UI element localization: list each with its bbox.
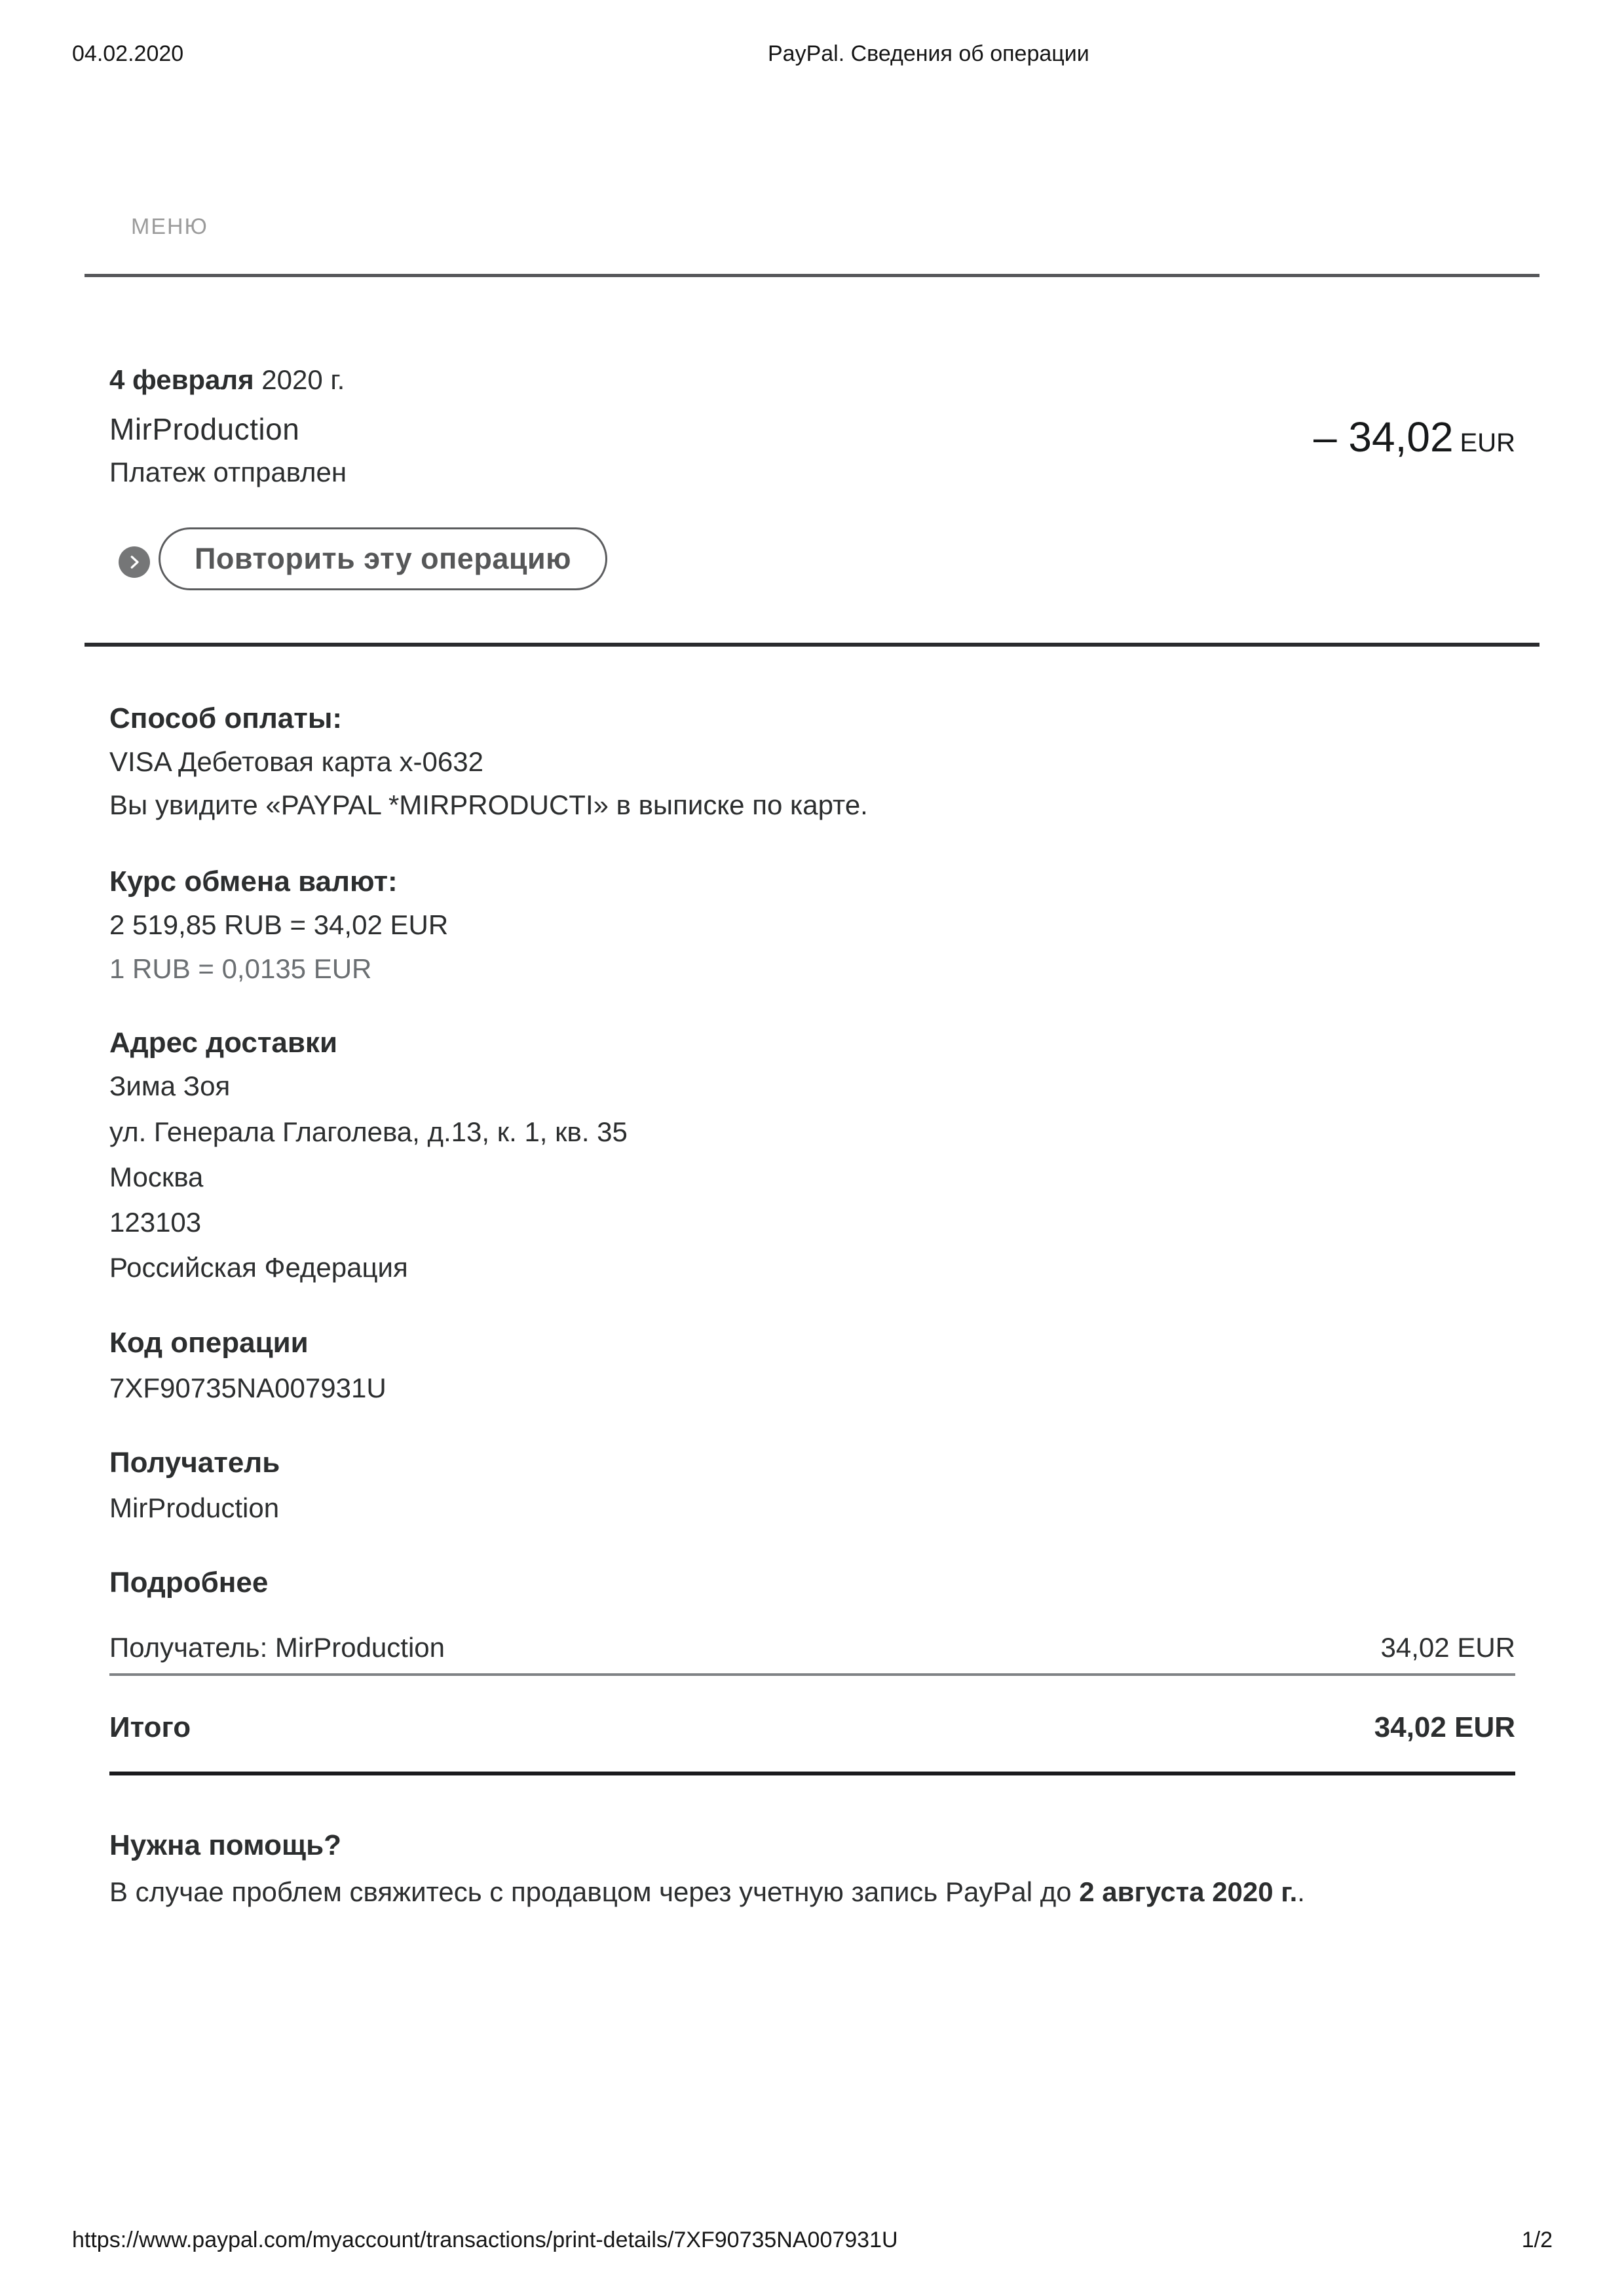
summary-divider [85, 643, 1539, 647]
exchange-rate-unit: 1 RUB = 0,0135 EUR [109, 953, 372, 984]
print-header-date: 04.02.2020 [72, 41, 184, 66]
help-text-after: . [1297, 1876, 1305, 1907]
chevron-right-icon [124, 552, 144, 572]
total-divider [109, 1772, 1515, 1775]
total-amount: 34,02 EUR [1374, 1711, 1515, 1743]
shipping-address-zip: 123103 [109, 1207, 202, 1238]
payment-method-statement-note: Вы увидите «PAYPAL *MIRPRODUCTI» в выписке по карте. [109, 789, 868, 820]
details-row-label: Получатель: MirProduction [109, 1632, 445, 1663]
payment-method-card: VISA Дебетовая карта x-0632 [109, 746, 483, 777]
amount-value: – 34,02 [1313, 413, 1454, 461]
repeat-transaction-button[interactable]: Повторить эту операцию [159, 527, 607, 590]
shipping-address-city: Москва [109, 1162, 204, 1192]
help-deadline: 2 августа 2020 г. [1079, 1876, 1298, 1907]
details-label: Подробнее [109, 1566, 269, 1599]
help-text-before: В случае проблем свяжитесь с продавцом через учетную запись PayPal до [109, 1876, 1080, 1907]
shipping-address-street: ул. Генерала Глаголева, д.13, к. 1, кв. 35 [109, 1116, 628, 1147]
repeat-transaction-icon-button[interactable] [119, 546, 150, 578]
amount-currency: EUR [1460, 428, 1515, 457]
recipient-value: MirProduction [109, 1492, 280, 1523]
details-row-amount: 34,02 EUR [1380, 1632, 1515, 1663]
transaction-date-day: 4 февраля [109, 364, 254, 395]
menu-button[interactable]: МЕНЮ [131, 214, 208, 239]
exchange-rate-total: 2 519,85 RUB = 34,02 EUR [109, 909, 449, 940]
recipient-label: Получатель [109, 1447, 280, 1479]
merchant-name: MirProduction [109, 412, 300, 446]
print-footer-url: https://www.paypal.com/myaccount/transactions/print-details/7XF90735NA007931U [72, 2228, 898, 2252]
transaction-date-year: 2020 г. [254, 364, 345, 395]
payment-method-label: Способ оплаты: [109, 702, 343, 734]
top-divider [85, 274, 1539, 277]
transaction-code-value: 7XF90735NA007931U [109, 1373, 387, 1403]
transaction-code-label: Код операции [109, 1327, 309, 1359]
exchange-rate-label: Курс обмена валют: [109, 865, 398, 898]
transaction-amount [1313, 413, 1515, 461]
print-footer-page-number: 1/2 [1521, 2228, 1553, 2252]
print-header-title: PayPal. Сведения об операции [768, 41, 1089, 66]
details-divider [109, 1673, 1515, 1676]
help-text [109, 1876, 1305, 1908]
total-label: Итого [109, 1711, 191, 1743]
shipping-address-name: Зима Зоя [109, 1071, 231, 1101]
shipping-address-label: Адрес доставки [109, 1027, 338, 1059]
transaction-date [109, 364, 345, 396]
payment-status: Платеж отправлен [109, 457, 347, 487]
help-label: Нужна помощь? [109, 1829, 342, 1861]
shipping-address-country: Российская Федерация [109, 1252, 408, 1283]
